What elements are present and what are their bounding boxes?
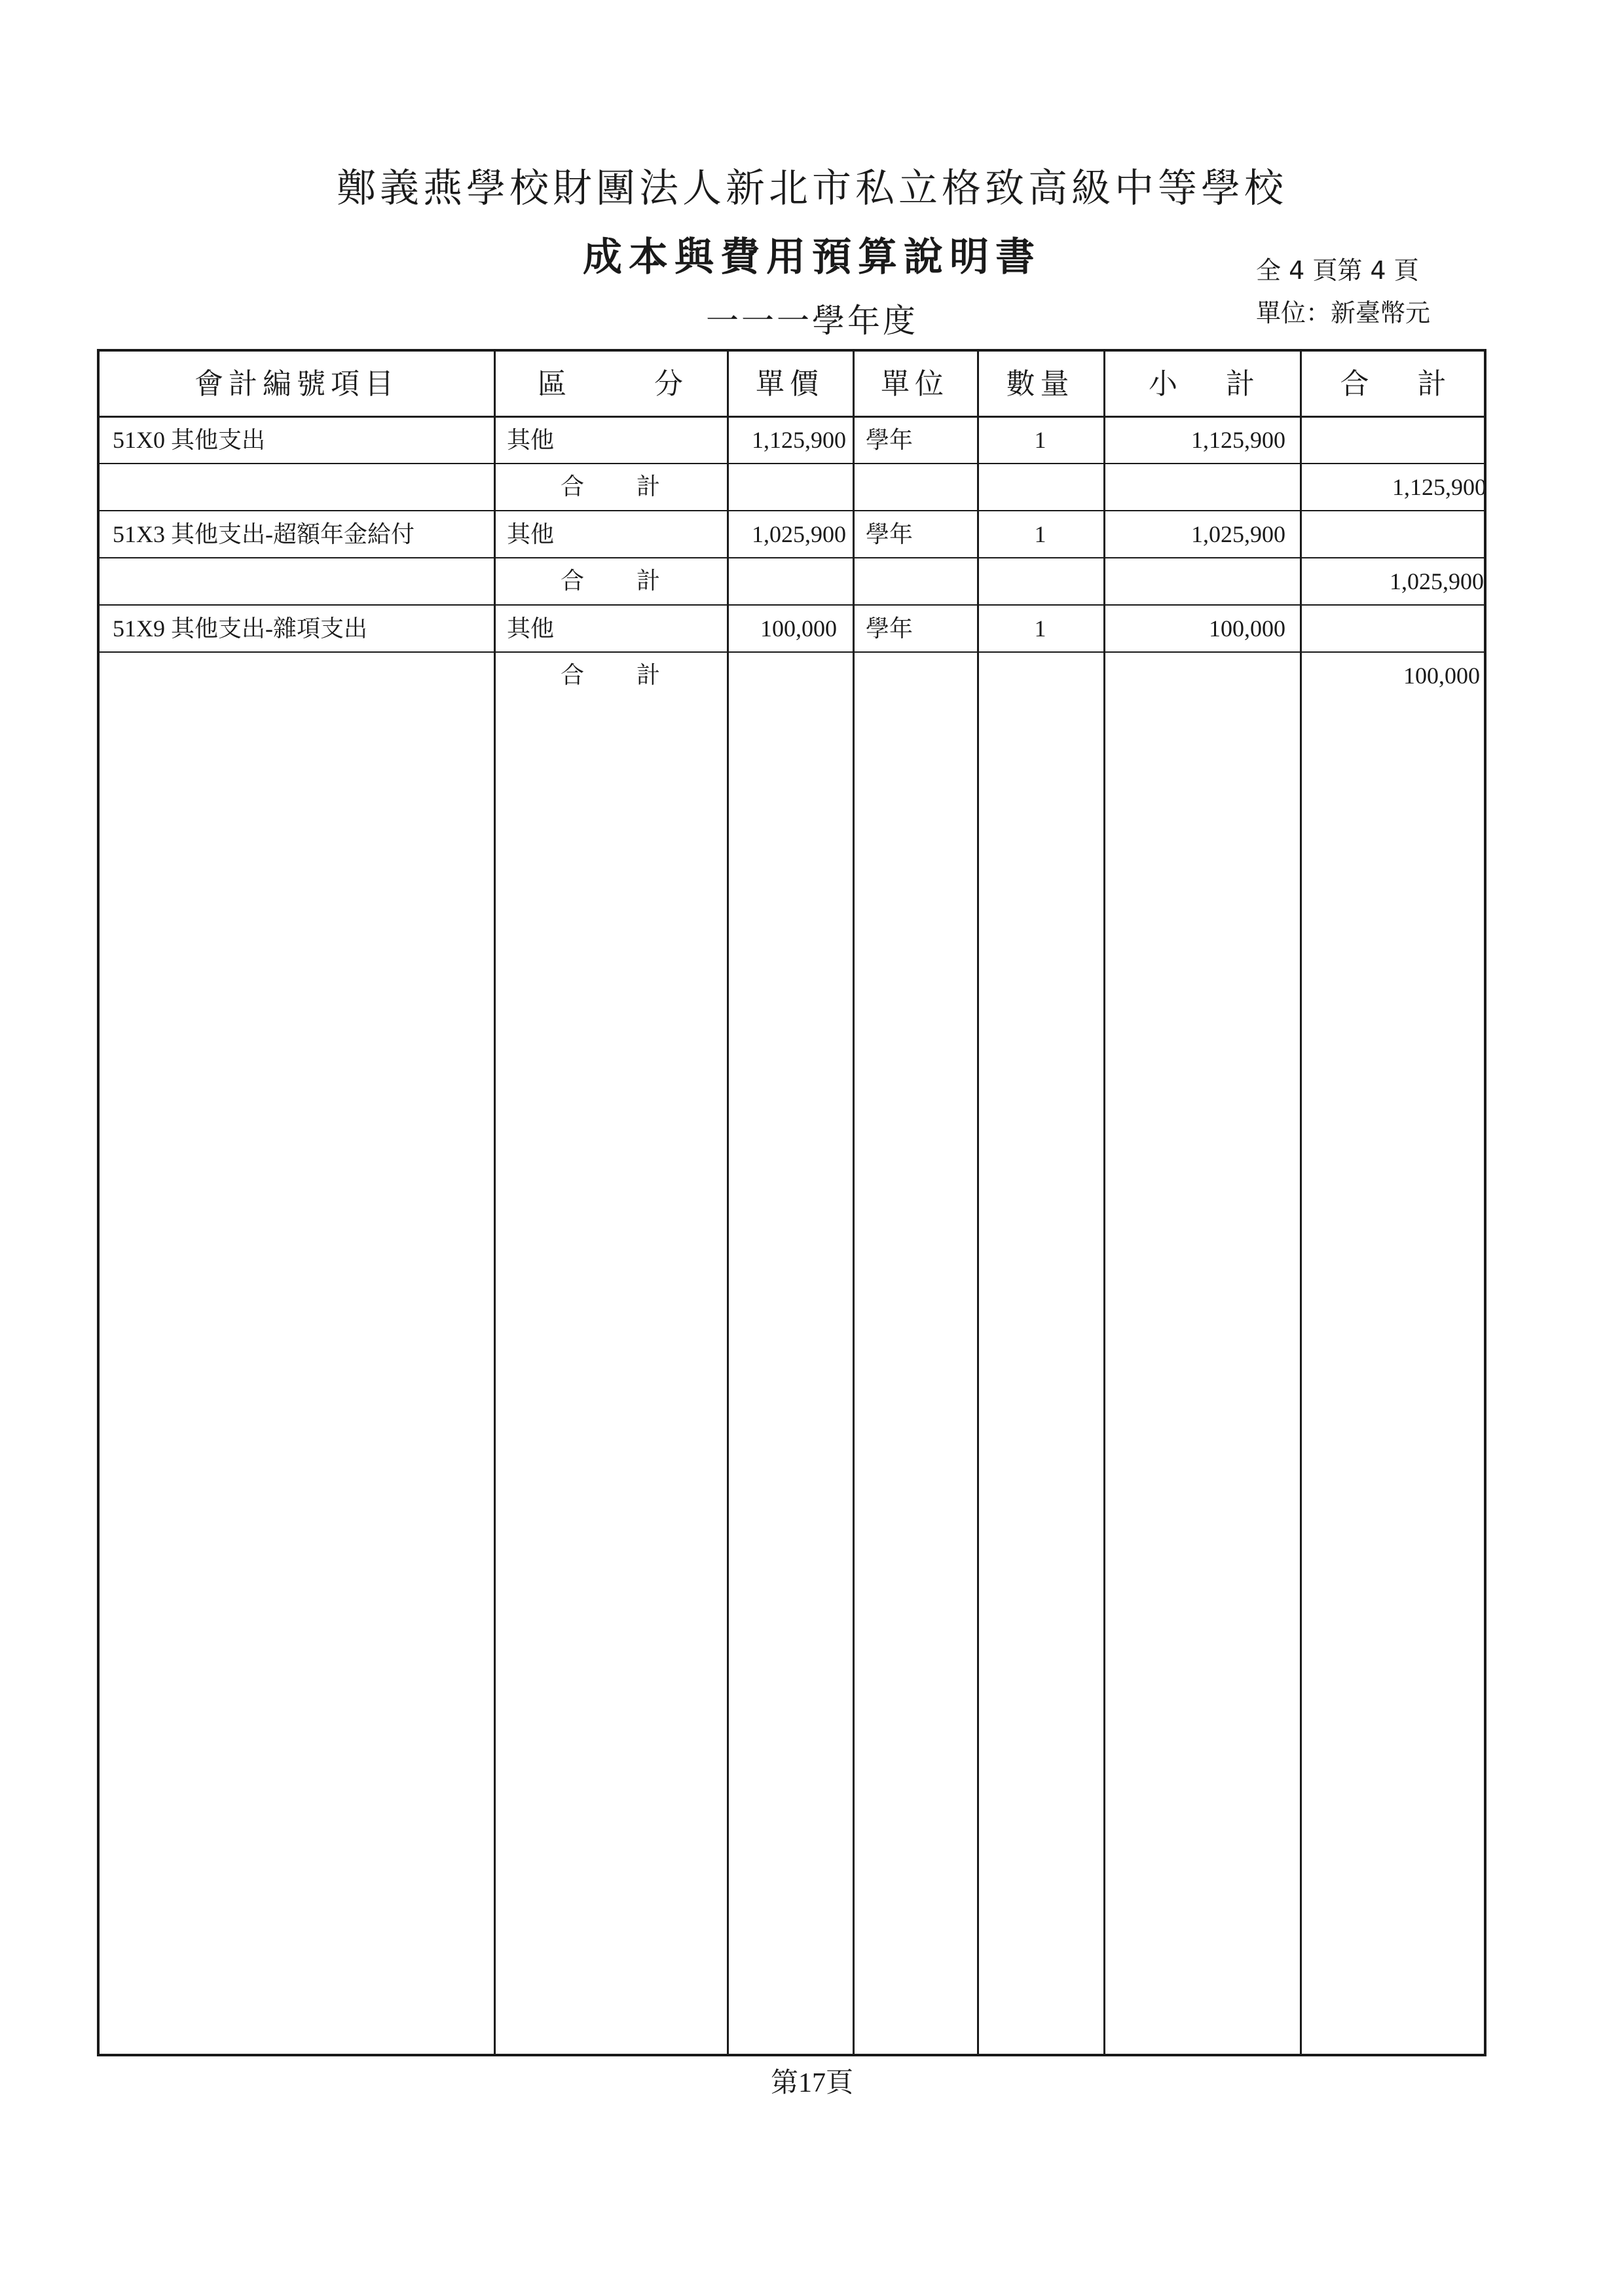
- table-cell-unit-price: [727, 558, 853, 604]
- table-cell-unit-price: 1,025,900: [752, 521, 846, 547]
- table-cell-category: 其他: [507, 521, 555, 547]
- table-cell-total: [1300, 417, 1486, 463]
- table-cell-category: 其他: [507, 615, 555, 642]
- table-cell-unit-price: [727, 653, 853, 699]
- table-cell-total: 100,000: [1403, 663, 1480, 689]
- table-cell-category: 合計: [560, 662, 712, 689]
- table-cell-category: 合計: [560, 473, 712, 500]
- table-cell-total: [1300, 606, 1486, 651]
- table-cell-subtotal: 1,025,900: [1191, 521, 1285, 547]
- organization-title: 鄭義燕學校財團法人新北市私立格致高級中等學校: [337, 166, 1287, 211]
- table-cell-code-item: 51X3 其他支出-超額年金給付: [113, 521, 415, 547]
- school-year: 一一一學年度: [706, 302, 918, 340]
- table-cell-category: 其他: [507, 427, 555, 453]
- document-title: 成本與費用預算說明書: [583, 234, 1041, 280]
- table-cell-quantity: [977, 464, 1103, 510]
- column-header: 會計編號項目: [194, 367, 399, 401]
- table-cell-total: [1300, 511, 1486, 557]
- column-header: 小 計: [1149, 367, 1274, 401]
- table-cell-total: 1,025,900: [1390, 568, 1484, 594]
- table-cell-quantity: 1: [1034, 521, 1046, 547]
- table-cell-unit: 學年: [866, 615, 913, 642]
- table-cell-total: 1,125,900: [1392, 474, 1486, 500]
- column-header: 合 計: [1340, 367, 1466, 401]
- table-cell-unit: [853, 464, 977, 510]
- table-cell-code-item: [100, 464, 494, 510]
- table-cell-code-item: 51X9 其他支出-雜項支出: [113, 615, 367, 642]
- column-header: 單價: [756, 367, 824, 401]
- table-cell-quantity: 1: [1034, 615, 1046, 642]
- table-cell-unit-price: 1,125,900: [752, 427, 846, 453]
- page-number: 第17頁: [770, 2068, 853, 2098]
- table-cell-code-item: [100, 653, 494, 699]
- table-cell-code-item: 51X0 其他支出: [113, 427, 265, 453]
- table-cell-subtotal: [1103, 653, 1300, 699]
- table-cell-category: 合計: [560, 568, 712, 594]
- column-header: 區 分: [538, 367, 722, 401]
- table-cell-unit: 學年: [866, 427, 913, 453]
- table-cell-unit: [853, 653, 977, 699]
- table-cell-subtotal: [1103, 558, 1300, 604]
- table-cell-subtotal: [1103, 464, 1300, 510]
- table-cell-subtotal: 100,000: [1209, 615, 1285, 642]
- table-cell-subtotal: 1,125,900: [1191, 427, 1285, 453]
- table-cell-quantity: [977, 558, 1103, 604]
- table-cell-code-item: [100, 558, 494, 604]
- budget-table: [97, 349, 1486, 2056]
- table-cell-unit: [853, 558, 977, 604]
- table-cell-unit-price: 100,000: [760, 615, 837, 642]
- column-header: 數量: [1006, 367, 1075, 401]
- table-cell-unit-price: [727, 464, 853, 510]
- column-header: 單位: [881, 367, 949, 401]
- table-cell-quantity: 1: [1034, 427, 1046, 453]
- unit-info: 單位：新臺幣元: [1256, 299, 1431, 327]
- page-info: 全 4 頁第 4 頁: [1256, 256, 1419, 285]
- table-cell-unit: 學年: [866, 521, 913, 547]
- table-cell-quantity: [977, 653, 1103, 699]
